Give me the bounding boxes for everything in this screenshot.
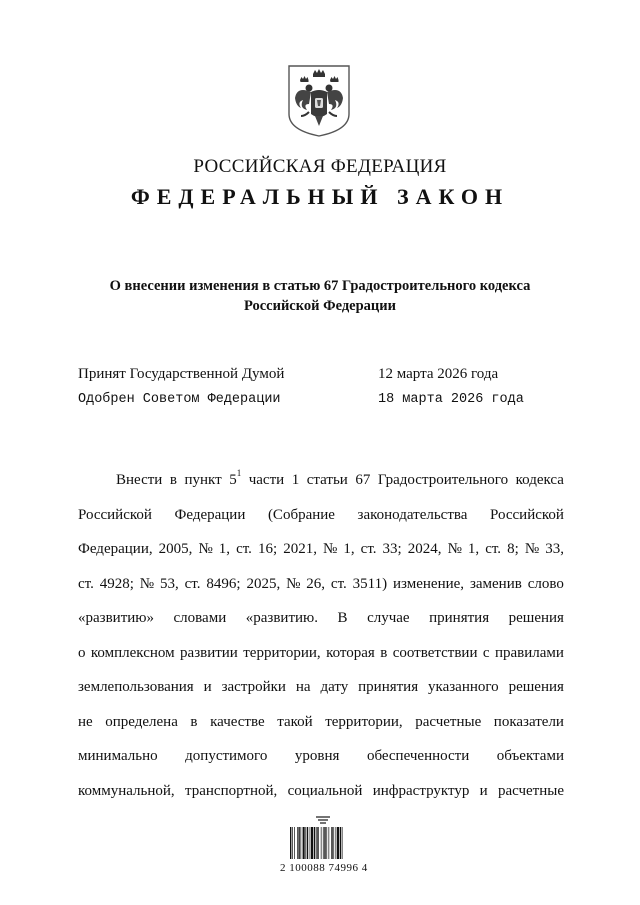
word: (Собрание <box>267 506 335 523</box>
word: 67 <box>355 472 371 488</box>
word: не <box>78 713 93 730</box>
word: инфраструктур <box>372 782 470 799</box>
word: случае <box>367 610 410 626</box>
word: № <box>286 575 301 592</box>
word: объектами <box>496 748 564 764</box>
law-body-text <box>78 463 564 808</box>
barcode-bar <box>301 827 302 859</box>
word: Федерации <box>174 506 246 523</box>
word: 26, <box>306 575 326 592</box>
word: 8; <box>507 541 519 557</box>
word: дату <box>320 679 349 695</box>
document-barcode <box>286 815 360 863</box>
state-emblem <box>287 64 351 138</box>
word: застройки <box>221 679 286 695</box>
word: в <box>190 713 198 730</box>
body-line <box>78 705 564 740</box>
word: кодекса <box>515 472 564 488</box>
barcode-bar <box>297 827 298 859</box>
word: соответствии <box>392 644 478 661</box>
barcode-bar <box>326 827 327 859</box>
word: 1, <box>467 541 480 557</box>
word: 2025, <box>246 575 281 592</box>
word: ст. <box>485 541 502 557</box>
word: в <box>169 472 177 488</box>
word: № <box>447 541 462 557</box>
word: № <box>198 541 213 557</box>
word: № <box>139 575 155 592</box>
word: на <box>295 679 311 695</box>
law-title-line: О внесении изменения в статью 67 Градостроительного кодекса <box>109 278 531 294</box>
barcode-bar <box>336 827 337 859</box>
word: части <box>248 472 285 488</box>
body-line <box>78 498 564 533</box>
body-line <box>78 774 564 809</box>
barcode-bar <box>294 827 295 859</box>
barcode-bar <box>337 827 339 859</box>
law-title <box>90 276 550 316</box>
word: землепользования <box>78 679 194 695</box>
word: изменение, <box>393 575 465 592</box>
word: словами <box>173 610 227 626</box>
clause-base: 5 <box>229 472 237 488</box>
word: указанного <box>428 679 499 695</box>
word: социальной <box>287 782 363 799</box>
coat-of-arms-icon <box>287 64 351 138</box>
council-date: 18 марта 2026 года <box>378 392 524 407</box>
word: 1 <box>291 472 300 488</box>
barcode-bar <box>314 827 315 859</box>
word: ст. <box>236 541 252 557</box>
word: Внести <box>116 472 163 488</box>
barcode-bar <box>331 827 332 859</box>
word: 2021, <box>283 541 317 557</box>
duma-label: Принят Государственной Думой <box>78 366 285 382</box>
barcode-bar <box>329 827 330 859</box>
barcode-bar <box>290 827 291 859</box>
word: в <box>380 644 388 661</box>
word: № <box>524 541 540 557</box>
word: 2005, <box>158 541 193 557</box>
duma-date: 12 марта 2026 года <box>378 366 499 382</box>
word: 33, <box>545 541 564 557</box>
barcode-bar <box>321 827 322 859</box>
word: ст. <box>78 575 94 592</box>
body-line <box>78 739 564 774</box>
body-line <box>78 463 564 498</box>
barcode-header-mark <box>316 817 330 823</box>
barcode-bar <box>311 827 313 859</box>
word: Градостроительного <box>377 472 509 488</box>
word: Российской <box>490 506 564 523</box>
word: такой <box>277 713 313 730</box>
word: и <box>203 679 212 695</box>
word: принятия <box>429 610 490 626</box>
word: территории, <box>243 644 321 661</box>
word: слово <box>527 575 564 592</box>
word: 16; <box>257 541 278 557</box>
barcode-number: 2 100088 74996 4 <box>280 862 368 874</box>
barcode-bars <box>290 827 343 859</box>
barcode-bar <box>303 827 305 859</box>
word: 53, <box>160 575 179 592</box>
body-line <box>78 532 564 567</box>
barcode-bar <box>333 827 334 859</box>
word: о <box>78 644 86 661</box>
word: 4928; <box>99 575 134 592</box>
word: 8496; <box>206 575 241 592</box>
word: Федерации, <box>78 541 153 557</box>
word: 3511) <box>352 575 388 592</box>
law-type-heading: ФЕДЕРАЛЬНЫЙ ЗАКОН <box>130 184 510 209</box>
word: В <box>337 610 348 626</box>
body-line <box>78 636 564 671</box>
word: территории, <box>325 713 403 730</box>
barcode-bar <box>316 827 317 859</box>
word: уровня <box>294 748 340 764</box>
law-title-line: Российской Федерации <box>243 298 396 314</box>
word: решения <box>508 679 564 695</box>
word: решения <box>508 610 564 626</box>
word: статьи <box>306 472 348 488</box>
word: заменив <box>469 575 522 592</box>
barcode-bar <box>292 827 293 859</box>
word: принятия <box>358 679 419 695</box>
word: законодательства <box>357 506 468 523</box>
word: которая <box>326 644 375 661</box>
word: транспортной, <box>184 782 278 799</box>
word: правилами <box>494 644 564 661</box>
word: с <box>482 644 490 661</box>
word: расчетные <box>497 782 564 799</box>
word: ст. <box>184 575 201 592</box>
body-line <box>78 567 564 602</box>
word: определена <box>105 713 178 730</box>
word: «развитию» <box>78 610 154 626</box>
clause-superscript: 1 <box>236 468 242 478</box>
word: ст. <box>330 575 347 592</box>
word: 1, <box>343 541 355 557</box>
word: № <box>323 541 338 557</box>
word: и <box>479 782 488 799</box>
word: Российской <box>78 506 152 523</box>
word: 1, <box>218 541 231 557</box>
barcode-bar <box>307 827 308 859</box>
barcode-bar <box>323 827 324 859</box>
word: ст. <box>360 541 377 557</box>
body-line <box>78 601 564 636</box>
word: расчетные <box>415 713 482 730</box>
word: «развитию. <box>245 610 318 626</box>
clause-number <box>229 463 241 498</box>
barcode-bar <box>317 827 318 859</box>
word: допустимого <box>185 748 268 764</box>
barcode-bar <box>340 827 341 859</box>
country-heading: РОССИЙСКАЯ ФЕДЕРАЦИЯ <box>193 156 447 177</box>
barcode-bar <box>305 827 306 859</box>
word: качестве <box>210 713 265 730</box>
body-line <box>78 670 564 705</box>
barcode-bar <box>324 827 325 859</box>
word: минимально <box>78 748 158 764</box>
word: 33; <box>382 541 402 557</box>
word: коммунальной, <box>78 782 175 799</box>
barcode-bar <box>310 827 311 859</box>
council-label: Одобрен Советом Федерации <box>78 392 281 407</box>
word: пункт <box>184 472 222 488</box>
word: обеспеченности <box>366 748 470 764</box>
word: 2024, <box>407 541 442 557</box>
word: показатели <box>493 713 564 730</box>
barcode-bar <box>342 827 343 859</box>
word: развитии <box>180 644 238 661</box>
word: комплексном <box>90 644 175 661</box>
barcode-bar <box>298 827 299 859</box>
